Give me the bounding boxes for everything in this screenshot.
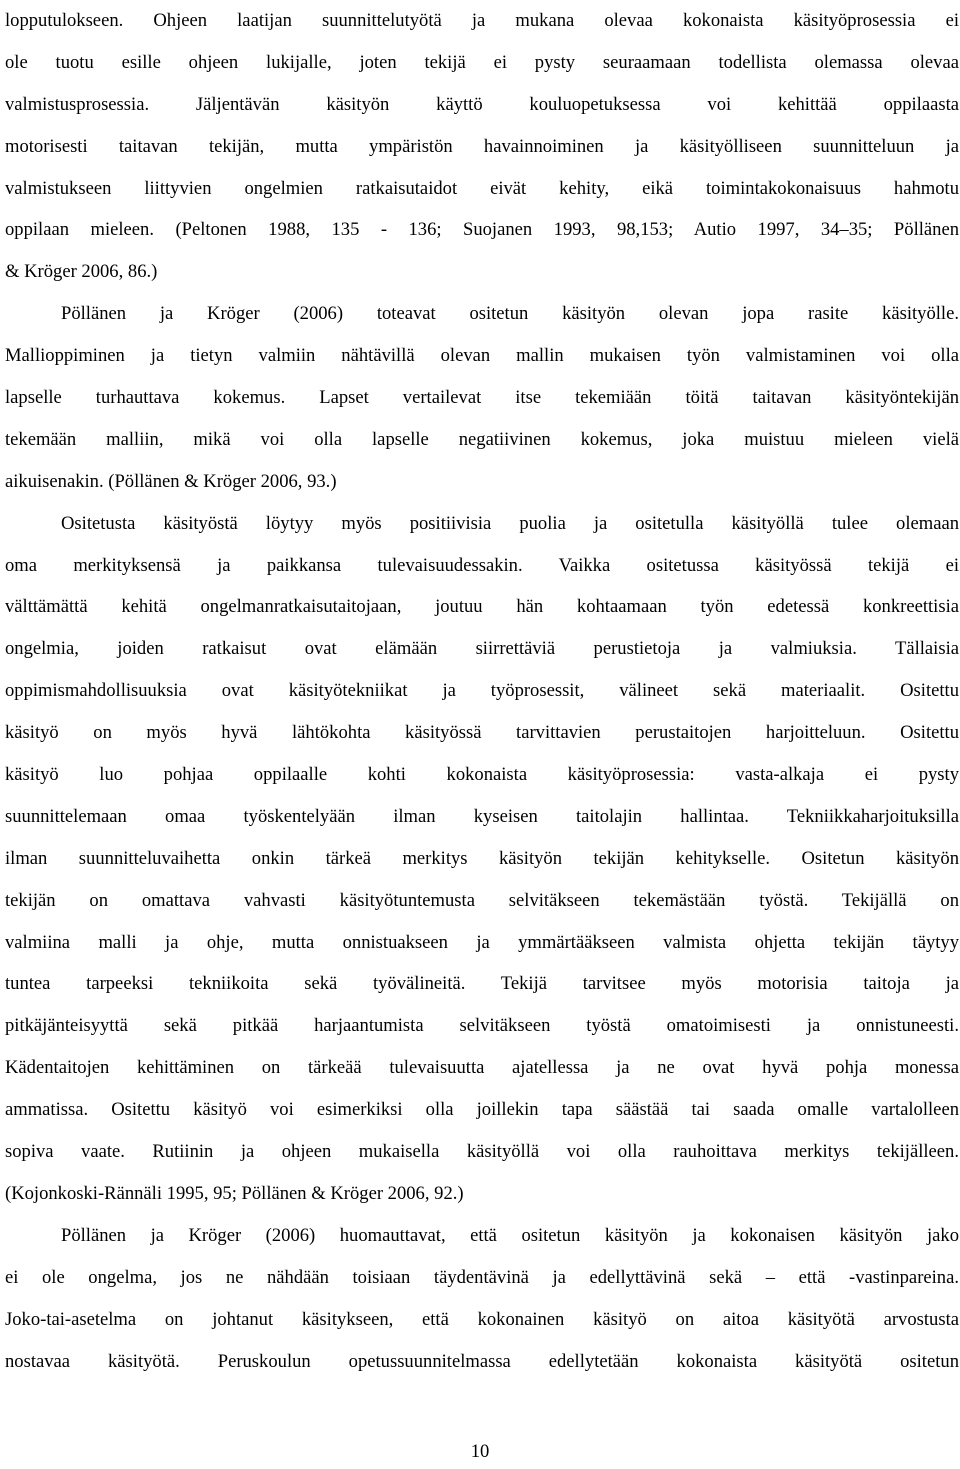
text-line: käsityö luo pohjaa oppilaalle kohti kokonaista käsityöprosessia: vasta-alkaja ei pysty xyxy=(5,764,959,786)
paragraph-first-line: Pöllänen ja Kröger (2006) toteavat ositetun käsityön olevan jopa rasite käsityölle. xyxy=(61,303,959,325)
text-line: Joko-tai-asetelma on johtanut käsitykseen, että kokonainen käsityö on aitoa käsityötä arvostusta xyxy=(5,1308,959,1330)
text-line: lapselle turhauttava kokemus. Lapset vertailevat itse tekemiään töitä taitavan käsityöntekijän xyxy=(5,387,959,409)
text-line: välttämättä kehitä ongelmanratkaisutaitojaan, joutuu hän kohtaamaan työn edetessä konkreettisia xyxy=(5,596,959,618)
text-line: valmistukseen liittyvien ongelmien ratkaisutaidot eivät kehity, eikä toimintakokonaisuus hahmotu xyxy=(5,177,959,199)
text-line: motorisesti taitavan tekijän, mutta ympäristön havainnoiminen ja käsityölliseen suunnitteluun ja xyxy=(5,135,959,157)
text-line: valmiina malli ja ohje, mutta onnistuakseen ja ymmärtääkseen valmista ohjetta tekijän täytyy xyxy=(5,931,959,953)
text-line: ammatissa. Ositettu käsityö voi esimerkiksi olla joillekin tapa säästää tai saada omalle vartalolleen xyxy=(5,1099,959,1121)
text-line: Kädentaitojen kehittäminen on tärkeää tulevaisuutta ajatellessa ja ne ovat hyvä pohja monessa xyxy=(5,1057,959,1079)
text-line: lopputulokseen. Ohjeen laatijan suunnittelutyötä ja mukana olevaa kokonaista käsityöprosessia ei xyxy=(5,10,959,31)
text-line: ei ole ongelma, jos ne nähdään toisiaan täydentävinä ja edellyttävinä sekä – että -vastinpareina. xyxy=(5,1266,959,1288)
text-line: Mallioppiminen ja tietyn valmiin nähtävillä olevan mallin mukaisen työn valmistaminen voi olla xyxy=(5,345,959,367)
text-line: tekemään malliin, mikä voi olla lapselle negatiivinen kokemus, joka muistuu mieleen vielä xyxy=(5,428,959,450)
text-line: ole tuotu esille ohjeen lukijalle, joten tekijä ei pysty seuraamaan todellista olemassa olevaa xyxy=(5,51,959,73)
text-line: suunnittelemaan omaa työskentelyään ilman kyseisen taitolajin hallintaa. Tekniikkaharjoituksilla xyxy=(5,805,959,827)
paragraph-first-line: Pöllänen ja Kröger (2006) huomauttavat, että ositetun käsityön ja kokonaisen käsityön jako xyxy=(61,1224,959,1246)
page-number: 10 xyxy=(470,1441,490,1462)
text-line: tuntea tarpeeksi tekniikoita sekä työvälineitä. Tekijä tarvitsee myös motorisia taitoja ja xyxy=(5,973,959,995)
text-line: ongelmia, joiden ratkaisut ovat elämään siirrettäviä perustietoja ja valmiuksia. Tällaisia xyxy=(5,638,959,660)
document-body xyxy=(5,0,959,1382)
text-line: käsityö on myös hyvä lähtökohta käsityössä tarvittavien perustaitojen harjoitteluun. Ositettu xyxy=(5,722,959,744)
text-line: & Kröger 2006, 86.) xyxy=(5,261,158,283)
text-line: nostavaa käsityötä. Peruskoulun opetussuunnitelmassa edellytetään kokonaista käsityötä ositetun xyxy=(5,1350,959,1372)
text-line: aikuisenakin. (Pöllänen & Kröger 2006, 93.) xyxy=(5,470,337,492)
text-line: valmistusprosessia. Jäljentävän käsityön käyttö kouluopetuksessa voi kehittää oppilaasta xyxy=(5,93,959,115)
text-line: (Kojonkoski-Rännäli 1995, 95; Pöllänen & Kröger 2006, 92.) xyxy=(5,1182,464,1204)
text-line: sopiva vaate. Rutiinin ja ohjeen mukaisella käsityöllä voi olla rauhoittava merkitys tekijälleen. xyxy=(5,1141,959,1163)
paragraph-first-line: Ositetusta käsityöstä löytyy myös positiivisia puolia ja ositetulla käsityöllä tulee olemaan xyxy=(61,512,959,534)
text-line: oppimismahdollisuuksia ovat käsityötekniikat ja työprosessit, välineet sekä materiaalit. Ositettu xyxy=(5,680,959,702)
text-line: oppilaan mieleen. (Peltonen 1988, 135 - 136; Suojanen 1993, 98,153; Autio 1997, 34–35; Pöllänen xyxy=(5,219,959,241)
text-line: pitkäjänteisyyttä sekä pitkää harjaantumista selvitäkseen työstä omatoimisesti ja onnistuneesti. xyxy=(5,1015,959,1037)
text-line: oma merkityksensä ja paikkansa tulevaisuudessakin. Vaikka ositetussa käsityössä tekijä ei xyxy=(5,554,959,576)
text-line: tekijän on omattava vahvasti käsityötuntemusta selvitäkseen tekemästään työstä. Tekijällä on xyxy=(5,889,959,911)
text-line: ilman suunnitteluvaihetta onkin tärkeä merkitys käsityön tekijän kehitykselle. Ositetun käsityön xyxy=(5,847,959,869)
